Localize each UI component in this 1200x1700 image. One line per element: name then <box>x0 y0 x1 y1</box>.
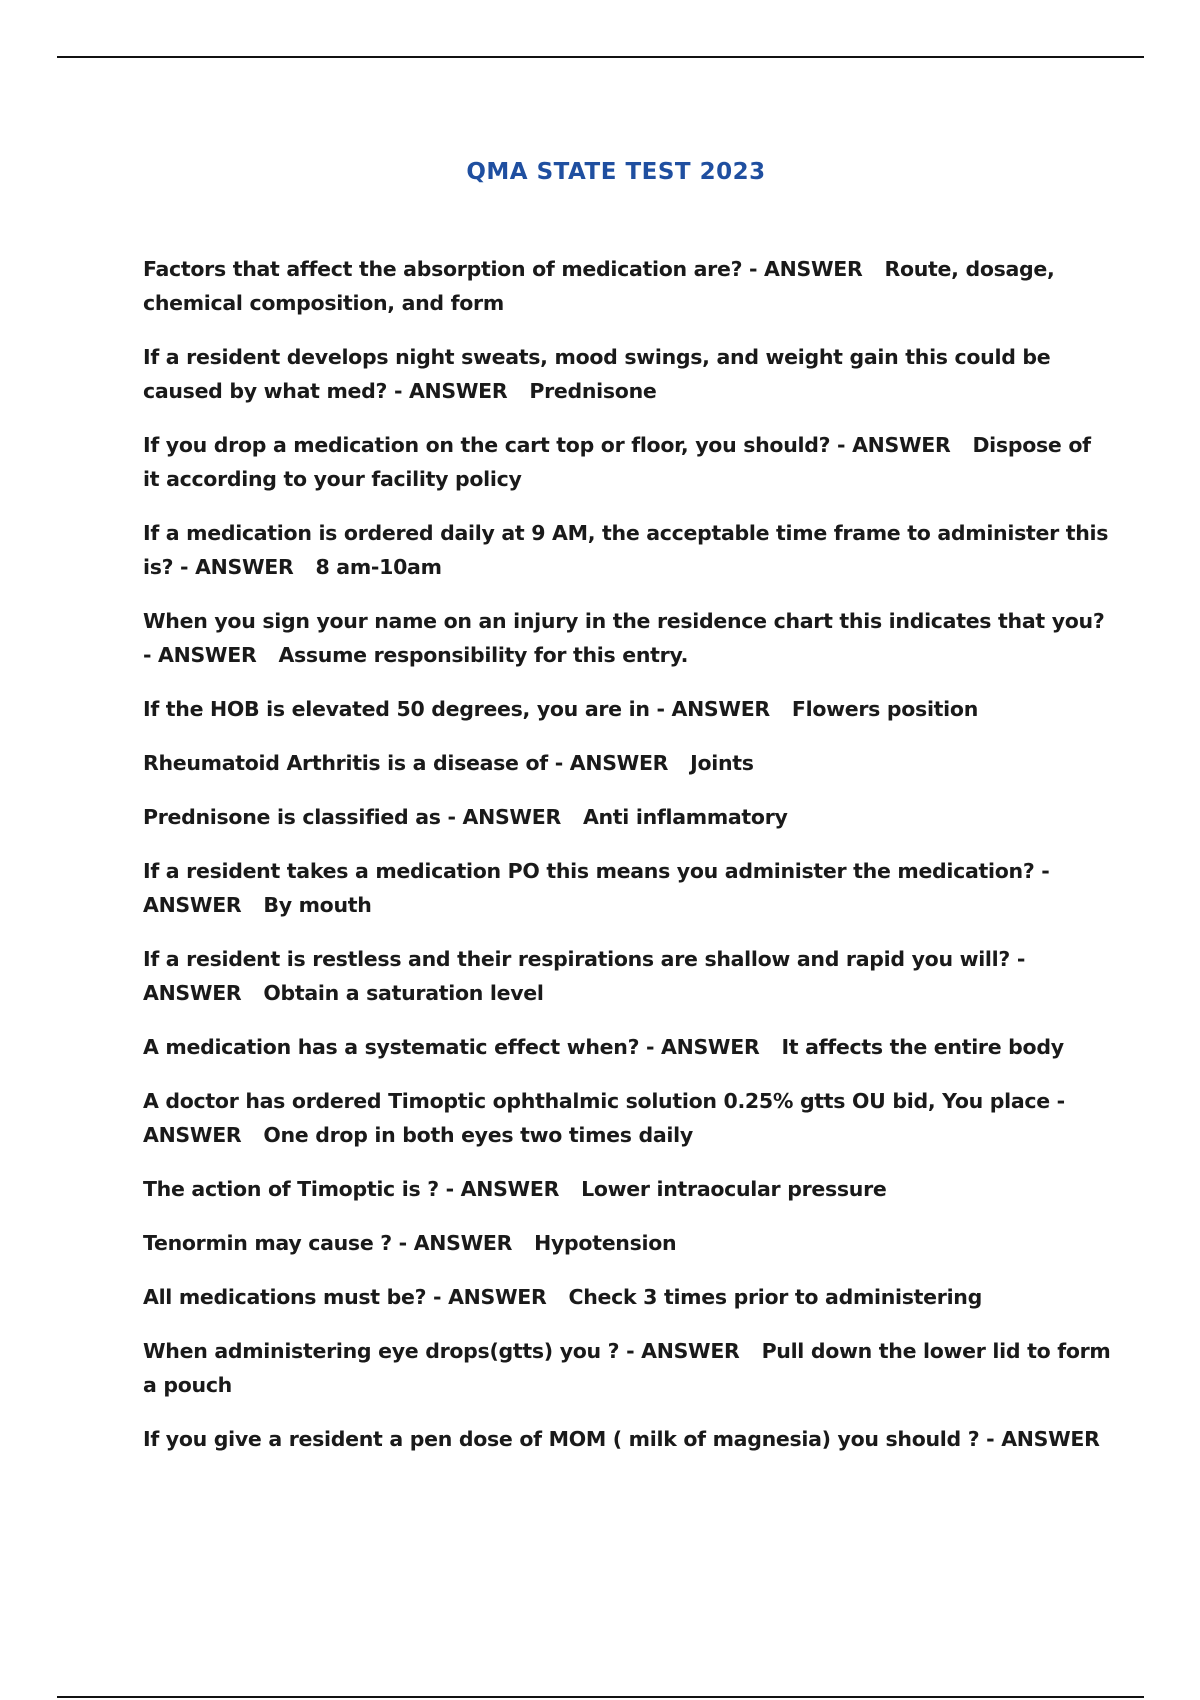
question-text: Tenormin may cause ? - ANSWER <box>143 1231 513 1255</box>
question-text: All medications must be? - ANSWER <box>143 1285 547 1309</box>
question-text: The action of Timoptic is ? - ANSWER <box>143 1177 560 1201</box>
question-text: When administering eye drops(gtts) you ? - ANSWER <box>143 1339 740 1363</box>
answer-text: Lower intraocular pressure <box>581 1177 887 1201</box>
qa-item <box>143 1084 1113 1152</box>
qa-list <box>143 252 1113 1510</box>
top-rule <box>57 56 1144 58</box>
qa-item <box>143 1280 1113 1314</box>
question-text: A medication has a systematic effect when? - ANSWER <box>143 1035 760 1059</box>
qa-item <box>143 1226 1113 1260</box>
question-text: A doctor has ordered Timoptic ophthalmic solution 0.25% gtts OU bid, You place - ANSWER <box>143 1089 1065 1147</box>
question-text: If a resident takes a medication PO this means you administer the medication? - ANSWER <box>143 859 1050 917</box>
question-text: Factors that affect the absorption of medication are? - ANSWER <box>143 257 863 281</box>
answer-text: Route, dosage, chemical composition, and form <box>143 257 1055 315</box>
qa-item <box>143 252 1113 320</box>
question-text: Rheumatoid Arthritis is a disease of - ANSWER <box>143 751 669 775</box>
question-text: If a medication is ordered daily at 9 AM, the acceptable time frame to administer this is? - ANSWER <box>143 521 1109 579</box>
answer-text: Flowers position <box>791 697 978 721</box>
qa-item <box>143 428 1113 496</box>
question-text: If a resident develops night sweats, mood swings, and weight gain this could be caused by what med? - ANSWER <box>143 345 1051 403</box>
document-title: QMA STATE TEST 2023 <box>466 159 766 186</box>
question-text: If a resident is restless and their respirations are shallow and rapid you will? - ANSWER <box>143 947 1026 1005</box>
qa-item <box>143 1422 1113 1490</box>
answer-text: Check 3 times prior to administering <box>568 1285 982 1309</box>
answer-text: Hypotension <box>534 1231 677 1255</box>
answer-text: Dispose of it according to your facility policy <box>143 433 1091 491</box>
qa-item <box>143 854 1113 922</box>
answer-text: By mouth <box>263 893 372 917</box>
qa-item <box>143 516 1113 584</box>
answer-text: Assume responsibility for this entry. <box>278 643 689 667</box>
question-text: If you drop a medication on the cart top or floor, you should? - ANSWER <box>143 433 951 457</box>
qa-item <box>143 692 1113 726</box>
question-text: Prednisone is classified as - ANSWER <box>143 805 561 829</box>
qa-item <box>143 800 1113 834</box>
answer-text: Obtain a saturation level <box>263 981 544 1005</box>
answer-text: Pull down the lower lid to form a pouch <box>143 1339 1111 1397</box>
qa-item <box>143 1334 1113 1402</box>
question-text: If the HOB is elevated 50 degrees, you are in - ANSWER <box>143 697 770 721</box>
answer-text: 8 am-10am <box>315 555 442 579</box>
qa-item <box>143 1030 1113 1064</box>
qa-item <box>143 604 1113 672</box>
answer-text: It affects the entire body <box>781 1035 1064 1059</box>
qa-item <box>143 942 1113 1010</box>
bottom-rule <box>57 1696 1144 1698</box>
qa-item <box>143 746 1113 780</box>
question-text: When you sign your name on an injury in the residence chart this indicates that you? - ANSWER <box>143 609 1105 667</box>
answer-text: One drop in both eyes two times daily <box>263 1123 693 1147</box>
question-text: If you give a resident a pen dose of MOM ( milk of magnesia) you should ? - ANSWER <box>143 1427 1100 1451</box>
answer-text: Joints <box>690 751 754 775</box>
answer-text: Prednisone <box>529 379 657 403</box>
answer-text: Anti inflammatory <box>582 805 788 829</box>
qa-item <box>143 340 1113 408</box>
qa-item <box>143 1172 1113 1206</box>
